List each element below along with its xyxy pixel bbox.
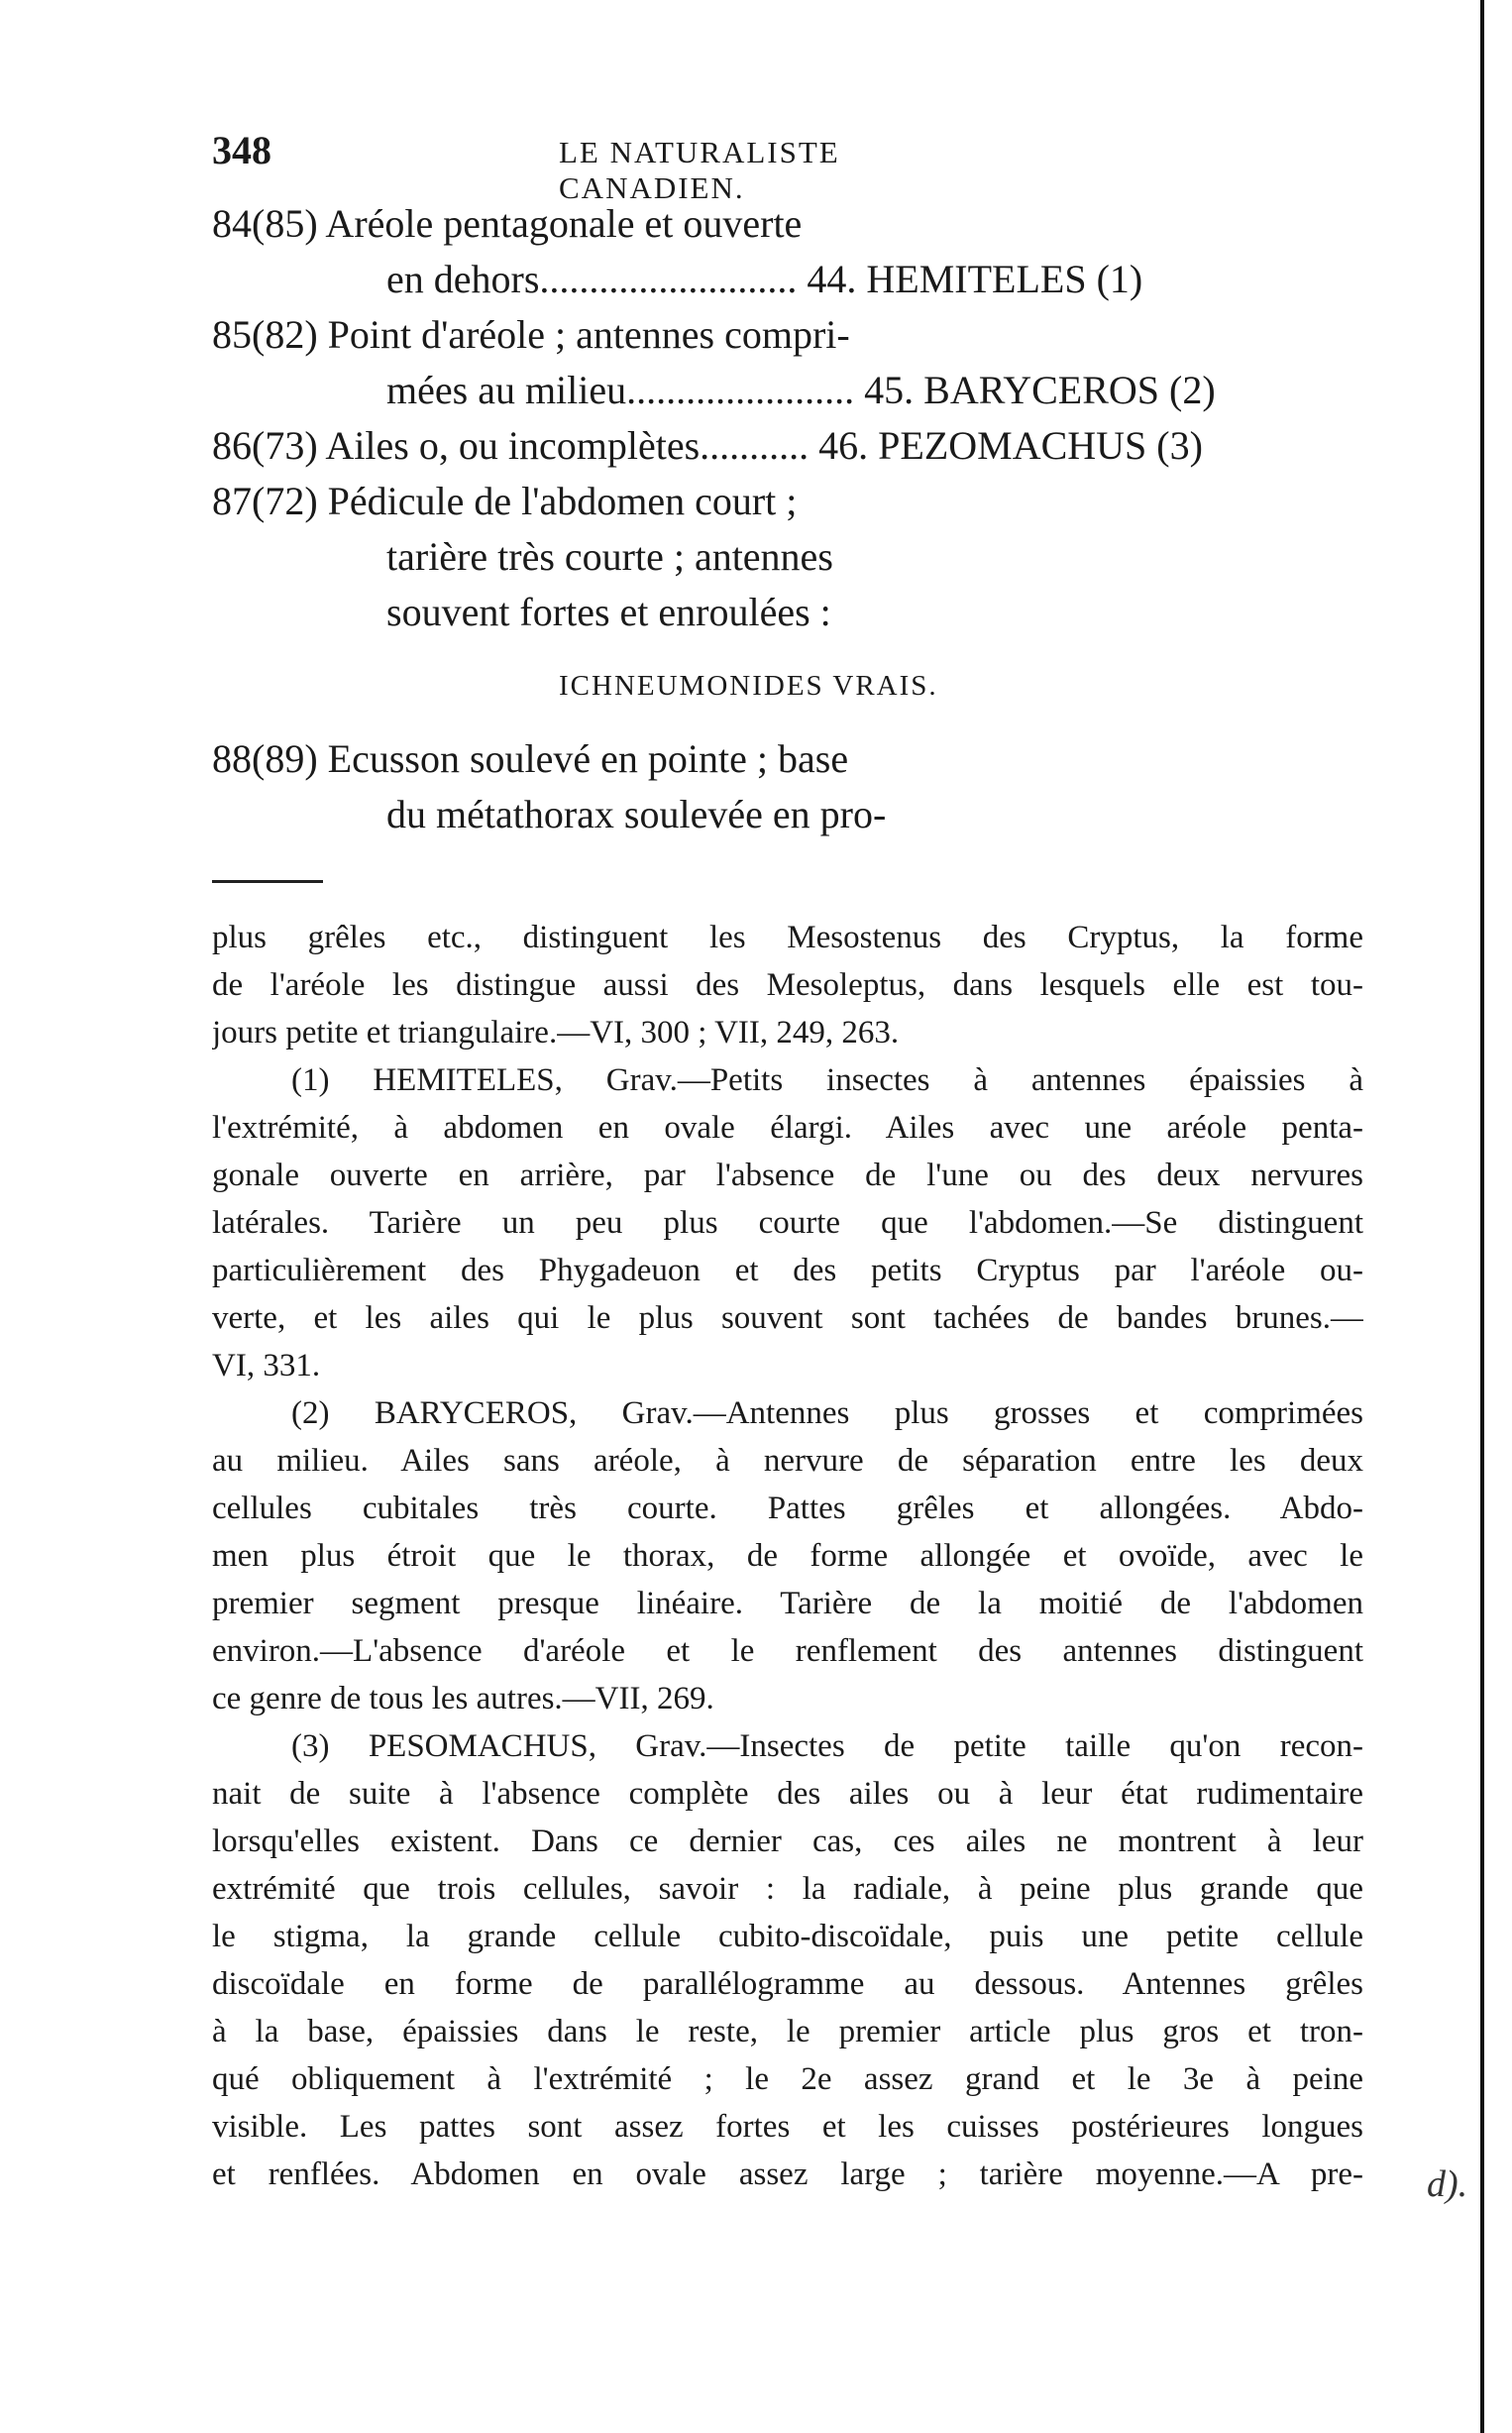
key-line: en dehors.......................... 44. HEMITELES (1) [386, 257, 1143, 301]
note-line: gonale ouverte en arrière, par l'absence de l'une ou des deux nervures [212, 1158, 1363, 1193]
note-line: le stigma, la grande cellule cubito-discoïdale, puis une petite cellule [212, 1919, 1363, 1954]
note-line: (1) HEMITELES, Grav.—Petits insectes à antennes épaissies à [291, 1062, 1363, 1098]
note-line: à la base, épaissies dans le reste, le premier article plus gros et tron- [212, 2014, 1363, 2049]
note-line: latérales. Tarière un peu plus courte que l'abdomen.—Se distinguent [212, 1205, 1363, 1241]
note-line: VI, 331. [212, 1348, 321, 1383]
key-line: 88(89) Ecusson soulevé en pointe ; base [212, 736, 849, 781]
running-title: LE NATURALISTE CANADIEN. [559, 135, 840, 205]
note-line: ce genre de tous les autres.—VII, 269. [212, 1681, 714, 1716]
page-header [212, 127, 1025, 205]
note-line: cellules cubitales très courte. Pattes grêles et allongées. Abdo- [212, 1491, 1363, 1526]
page-number: 348 [212, 128, 271, 172]
note-line: verte, et les ailes qui le plus souvent sont tachées de bandes brunes.— [212, 1300, 1363, 1336]
note-line: environ.—L'absence d'aréole et le renflement des antennes distinguent [212, 1633, 1363, 1669]
note-line: au milieu. Ailes sans aréole, à nervure de séparation entre les deux [212, 1443, 1363, 1479]
footnote-rule [212, 880, 323, 883]
key-line: du métathorax soulevée en pro- [386, 792, 887, 836]
note-line: de l'aréole les distingue aussi des Mesoleptus, dans lesquels elle est tou- [212, 967, 1363, 1003]
note-line: l'extrémité, à abdomen en ovale élargi. Ailes avec une aréole penta- [212, 1110, 1363, 1146]
note-line: (2) BARYCEROS, Grav.—Antennes plus grosses et comprimées [291, 1395, 1363, 1431]
identification-key [212, 196, 1361, 842]
note-line: particulièrement des Phygadeuon et des petits Cryptus par l'aréole ou- [212, 1253, 1363, 1288]
note-line: extrémité que trois cellules, savoir : la radiale, à peine plus grande que [212, 1871, 1363, 1907]
key-line: 87(72) Pédicule de l'abdomen court ; [212, 479, 798, 523]
note-line: nait de suite à l'absence complète des ailes ou à leur état rudimentaire [212, 1776, 1363, 1812]
note-line: discoïdale en forme de parallélogramme au dessous. Antennes grêles [212, 1966, 1363, 2002]
key-line: 84(85) Aréole pentagonale et ouverte [212, 201, 803, 246]
note-line: et renflées. Abdomen en ovale assez large ; tarière moyenne.—A pre- [212, 2157, 1363, 2192]
margin-annotation: d). [1427, 2163, 1468, 2205]
note-line: lorsqu'elles existent. Dans ce dernier cas, ces ailes ne montrent à leur [212, 1824, 1363, 1859]
section-heading: ICHNEUMONIDES VRAIS. [559, 670, 938, 702]
note-line: qué obliquement à l'extrémité ; le 2e assez grand et le 3e à peine [212, 2061, 1363, 2097]
note-line: men plus étroit que le thorax, de forme allongée et ovoïde, avec le [212, 1538, 1363, 1574]
footnotes [212, 914, 1363, 2198]
key-line: souvent fortes et enroulées : [386, 590, 831, 634]
note-line: jours petite et triangulaire.—VI, 300 ; VII, 249, 263. [212, 1015, 900, 1051]
page-edge-line [1480, 0, 1484, 2433]
key-line: mées au milieu....................... 45. BARYCEROS (2) [386, 368, 1216, 412]
note-line: (3) PESOMACHUS, Grav.—Insectes de petite taille qu'on recon- [291, 1728, 1363, 1764]
key-line: 86(73) Ailes o, ou incomplètes........... 46. PEZOMACHUS (3) [212, 423, 1203, 468]
note-line: premier segment presque linéaire. Tarière de la moitié de l'abdomen [212, 1586, 1363, 1621]
key-line: 85(82) Point d'aréole ; antennes compri- [212, 312, 850, 357]
note-line: plus grêles etc., distinguent les Mesostenus des Cryptus, la forme [212, 920, 1363, 955]
key-line: tarière très courte ; antennes [386, 534, 833, 579]
note-line: visible. Les pattes sont assez fortes et les cuisses postérieures longues [212, 2109, 1363, 2145]
